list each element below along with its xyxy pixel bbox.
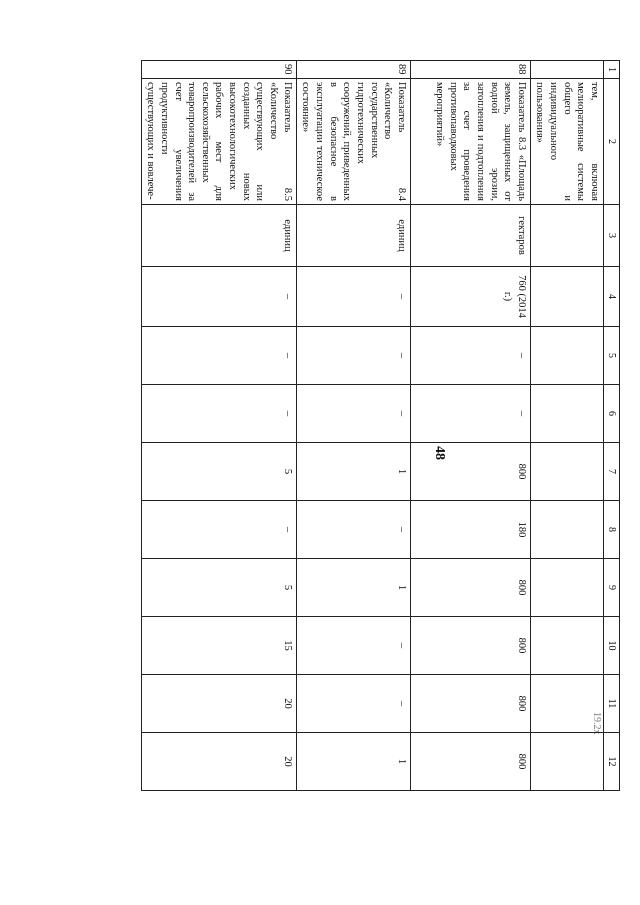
value-cell [530,559,603,617]
column-header: 12 [604,733,620,791]
column-header: 4 [604,267,620,327]
value-cell: – [410,327,530,385]
value-cell: – [141,385,296,443]
row-number: 89 [296,61,410,79]
value-cell: – [296,327,410,385]
value-cell: 800 [410,733,530,791]
table-row [530,61,603,791]
value-cell: 1 [296,443,410,501]
column-header: 11 [604,675,620,733]
column-header: 6 [604,385,620,443]
value-cell [530,327,603,385]
value-cell: – [410,385,530,443]
base-value-cell: – [296,267,410,327]
table-row [410,61,530,791]
row-number: 88 [410,61,530,79]
column-header: 5 [604,327,620,385]
indicator-table [141,60,620,791]
unit-cell [530,205,603,267]
column-header: 1 [604,61,620,79]
value-cell: 800 [410,443,530,501]
value-cell: – [296,617,410,675]
column-header: 7 [604,443,620,501]
column-header: 9 [604,559,620,617]
value-cell [530,617,603,675]
indicator-name: Показатель 8.3 «Площадь земель, защищенных от водной эрозии, затопления и подтопления за счет проведения противопаводковых мероприятий» [410,79,530,205]
value-cell: – [141,501,296,559]
value-cell: 800 [410,617,530,675]
column-header: 10 [604,617,620,675]
value-cell: 800 [410,559,530,617]
column-header: 3 [604,205,620,267]
value-cell: 5 [141,443,296,501]
page-number: 48 [432,446,447,460]
value-cell: 180 [410,501,530,559]
unit-cell: единиц [296,205,410,267]
value-cell: 800 [410,675,530,733]
base-value-cell: 760 (2014 г.) [410,267,530,327]
table-row [141,61,296,791]
row-number: 90 [141,61,296,79]
value-cell: – [296,385,410,443]
unit-cell: гектаров [410,205,530,267]
base-value-cell: – [141,267,296,327]
footer-mark: 19.2x [591,712,602,735]
indicator-name: тем, включая мелиоративные системы общего и индивидуального пользования» [530,79,603,205]
column-header: 8 [604,501,620,559]
value-cell: 20 [141,733,296,791]
value-cell [530,501,603,559]
value-cell: 5 [141,559,296,617]
value-cell: 15 [141,617,296,675]
value-cell: 1 [296,733,410,791]
value-cell [530,675,603,733]
table-header-row [604,61,620,791]
value-cell [530,443,603,501]
row-number [530,61,603,79]
value-cell: – [296,501,410,559]
unit-cell: единиц [141,205,296,267]
column-header: 2 [604,79,620,205]
value-cell [530,385,603,443]
value-cell [530,733,603,791]
value-cell: – [141,327,296,385]
value-cell: 1 [296,559,410,617]
table-row [296,61,410,791]
indicator-name: Показатель 8.4 «Количество государственных гидротехнических сооружений, приведенных в безопасное в эксплуатации техническое состояние» [296,79,410,205]
base-value-cell [530,267,603,327]
value-cell: 20 [141,675,296,733]
indicator-name: Показатель 8.5 «Количество существующих или созданных новых высокотехнологических рабочих мест для сельскохозяйственных товаропроизводителей за счет увеличения продуктивности существующих и вовлече- [141,79,296,205]
value-cell: – [296,675,410,733]
